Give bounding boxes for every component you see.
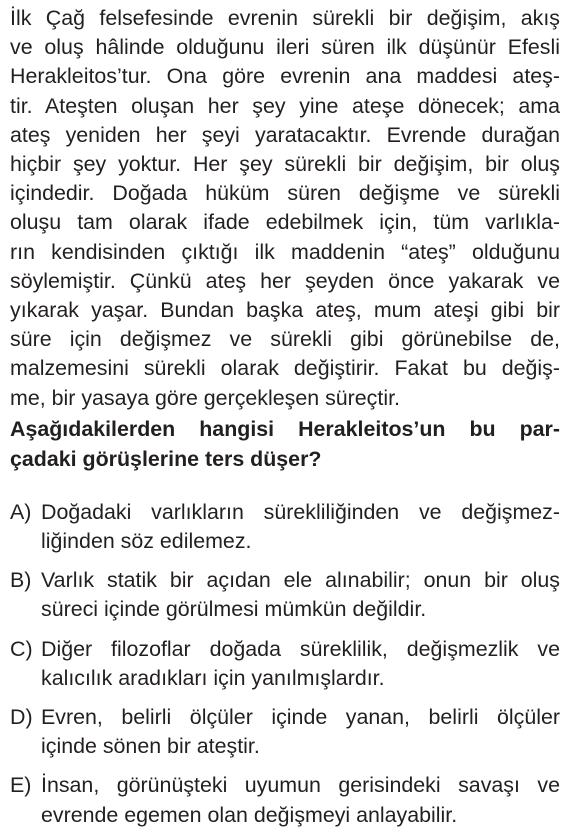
option-letter: B) xyxy=(10,568,32,593)
option-text-line: süreci içinde görülmesi mümkün değildir. xyxy=(41,597,427,622)
passage-line: oluşu tam olarak ifade edebilmek için, tüm varlıkla- xyxy=(10,210,560,235)
passage-line: ve oluş hâlinde olduğunu ileri süren ilk düşünür Efesli xyxy=(10,35,560,60)
passage-line: İlk Çağ felsefesinde evrenin sürekli bir değişim, akış xyxy=(10,6,560,30)
passage-line: hiçbir şey yoktur. Her şey sürekli bir değişim, bir oluş xyxy=(10,152,560,177)
passage-line: süre için değişmez ve sürekli gibi görünebilse de, xyxy=(10,327,560,352)
option-a[interactable] xyxy=(10,498,560,556)
passage-line: içindedir. Doğada hüküm süren değişme ve sürekli xyxy=(10,181,560,206)
option-text-line: Evren, belirli ölçüler içinde yanan, belirli ölçüler xyxy=(41,705,560,730)
option-text-line: Diğer filozoflar doğada süreklilik, değişmezlik ve xyxy=(41,636,560,661)
question-line: çadaki görüşlerine ters düşer? xyxy=(10,446,322,471)
passage-line: Herakleitos’tur. Ona göre evrenin ana maddesi ateş- xyxy=(10,64,560,89)
option-text-line: Varlık statik bir açıdan ele alınabilir; onun bir oluş xyxy=(41,568,560,593)
option-e[interactable] xyxy=(10,771,560,829)
passage-line: rın kendisinden çıktığı ilk maddenin “ateş” olduğunu xyxy=(10,239,560,264)
option-text-line: içinde sönen bir ateştir. xyxy=(41,734,260,759)
option-text-line: kalıcılık aradıkları için yanılmışlardır. xyxy=(41,665,385,690)
option-d[interactable] xyxy=(10,703,560,761)
answer-options xyxy=(10,498,560,830)
option-b[interactable] xyxy=(10,566,560,624)
option-text-line: İnsan, görünüşteki uyumun gerisindeki savaşı ve xyxy=(41,773,560,798)
option-c[interactable] xyxy=(10,635,560,693)
passage-line: tir. Ateşten oluşan her şey yine ateşe dönecek; ama xyxy=(10,93,560,118)
option-letter: E) xyxy=(10,773,32,798)
passage-text xyxy=(10,4,560,413)
option-text-line: evrende egemen olan değişmeyi anlayabilir. xyxy=(41,802,458,827)
passage-line: ateş yeniden her şeyi yaratacaktır. Evrende durağan xyxy=(10,122,560,147)
passage-line: söylemiştir. Çünkü ateş her şeyden önce yakarak ve xyxy=(10,268,560,293)
question-stem xyxy=(10,414,560,474)
passage-line: malzemesini sürekli olarak değiştirir. Fakat bu değiş- xyxy=(10,356,560,381)
question-line: Aşağıdakilerden hangisi Herakleitos’un bu par- xyxy=(10,416,560,441)
option-letter: C) xyxy=(10,636,33,661)
question-page xyxy=(10,4,560,840)
option-letter: A) xyxy=(10,499,32,524)
option-text-line: liğinden söz edilemez. xyxy=(41,529,252,554)
option-letter: D) xyxy=(10,705,33,730)
passage-line: me, bir yasaya göre gerçekleşen süreçtir. xyxy=(10,385,400,410)
option-text-line: Doğadaki varlıkların sürekliliğinden ve değişmez- xyxy=(41,499,560,524)
passage-line: yıkarak yaşar. Bundan başka ateş, mum ateşi gibi bir xyxy=(10,298,560,323)
